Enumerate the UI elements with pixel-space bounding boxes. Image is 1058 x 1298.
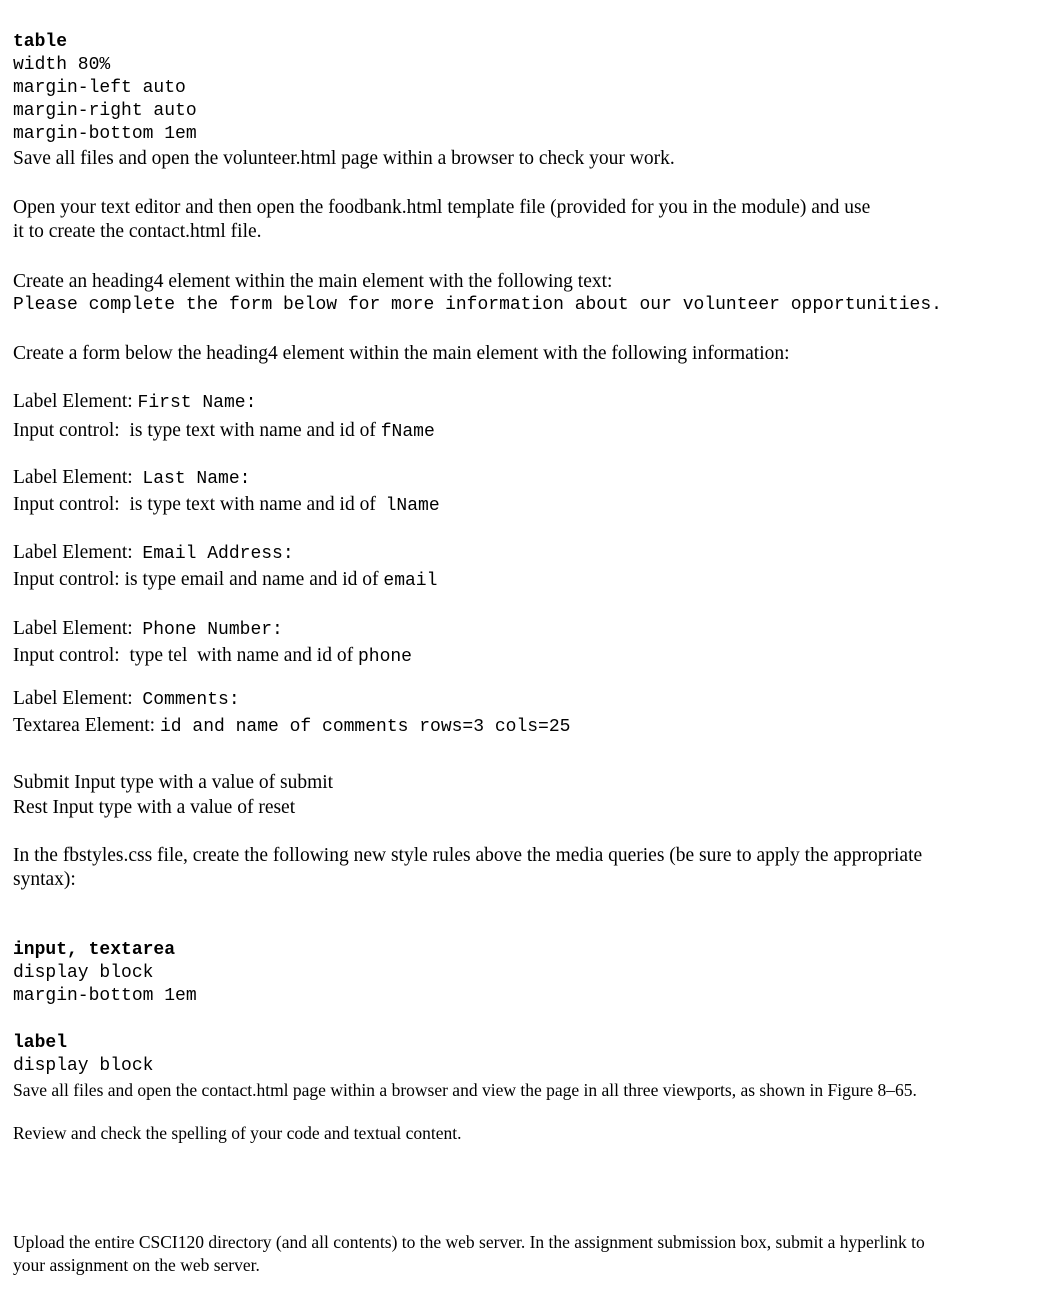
field-control-line (13, 419, 435, 444)
table-rule-line: width 80% (13, 55, 111, 75)
control-prefix: Input control: is type text with name and id of (13, 420, 381, 441)
instruction-save-contact: Save all files and open the contact.html page within a browser and view the page in all three viewports, as shown in Figure 8–65. (13, 1080, 917, 1100)
instruction-fbstyles-line-1: In the fbstyles.css file, create the following new style rules above the media queries (be sure to apply the appropriate (13, 845, 923, 866)
label-code: Email Address: (142, 544, 294, 564)
instruction-review: Review and check the spelling of your code and textual content. (13, 1123, 462, 1143)
field-control-line (13, 568, 437, 593)
label-code: First Name: (137, 393, 257, 413)
label-prefix: Label Element: (13, 542, 143, 563)
control-code: email (383, 571, 438, 591)
instruction-fbstyles-line-2: syntax): (13, 869, 76, 890)
table-selector: table (13, 32, 68, 52)
control-prefix: Input control: type tel with name and id of (13, 645, 358, 666)
label-prefix: Label Element: (13, 391, 138, 412)
control-code: id and name of comments rows=3 cols=25 (159, 717, 571, 737)
field-control-line (13, 714, 570, 739)
field-control-line (13, 493, 440, 518)
field-label-line (13, 687, 570, 712)
field-email-address (13, 541, 437, 593)
label-code: Last Name: (142, 469, 251, 489)
instruction-open-editor (13, 196, 870, 244)
field-phone-number (13, 617, 412, 669)
submit-reset-instructions (13, 770, 333, 820)
label-code: Phone Number: (142, 620, 283, 640)
heading-text-code: Please complete the form below for more information about our volunteer opportunities. (13, 295, 942, 315)
label-code: Comments: (142, 690, 240, 710)
field-first-name (13, 390, 435, 444)
input-textarea-style-rule (13, 916, 197, 1008)
input-rule-line: display block (13, 963, 154, 983)
field-label-line (13, 390, 435, 415)
instruction-create-heading-text: Create an heading4 element within the main element with the following text: (13, 271, 613, 292)
control-code: lName (385, 496, 440, 516)
instruction-upload-line-2: your assignment on the web server. (13, 1255, 260, 1275)
instruction-open-editor-line-2: it to create the contact.html file. (13, 221, 262, 242)
instruction-create-form: Create a form below the heading4 element within the main element with the following information: (13, 343, 790, 364)
control-code: phone (357, 647, 412, 667)
field-comments (13, 687, 570, 739)
control-prefix: Textarea Element: (13, 715, 160, 736)
label-prefix: Label Element: (13, 688, 143, 709)
table-style-rule (13, 8, 197, 146)
table-rule-line: margin-bottom 1em (13, 124, 197, 144)
instruction-save-volunteer: Save all files and open the volunteer.html page within a browser to check your work. (13, 148, 675, 169)
submit-instruction: Submit Input type with a value of submit (13, 772, 334, 793)
instruction-upload (13, 1231, 925, 1277)
label-style-rule (13, 1009, 153, 1078)
input-textarea-selector: input, textarea (13, 940, 176, 960)
instruction-create-heading (13, 270, 942, 317)
label-selector: label (13, 1033, 68, 1053)
label-prefix: Label Element: (13, 467, 143, 488)
input-rule-line: margin-bottom 1em (13, 986, 197, 1006)
field-label-line (13, 617, 412, 642)
instruction-fbstyles (13, 844, 922, 892)
control-prefix: Input control: is type email and name and id of (13, 569, 384, 590)
table-rule-line: margin-left auto (13, 78, 186, 98)
field-label-line (13, 466, 440, 491)
control-code: fName (380, 422, 435, 442)
reset-instruction: Rest Input type with a value of reset (13, 797, 296, 818)
table-rule-line: margin-right auto (13, 101, 197, 121)
label-rule-line: display block (13, 1056, 154, 1076)
label-prefix: Label Element: (13, 618, 143, 639)
field-label-line (13, 541, 437, 566)
control-prefix: Input control: is type text with name and id of (13, 494, 386, 515)
instruction-open-editor-line-1: Open your text editor and then open the foodbank.html template file (provided for you in the module) and use (13, 197, 871, 218)
instruction-upload-line-1: Upload the entire CSCI120 directory (and all contents) to the web server. In the assignment submission box, submit a hyperlink to (13, 1232, 925, 1252)
field-last-name (13, 466, 440, 518)
field-control-line (13, 644, 412, 669)
